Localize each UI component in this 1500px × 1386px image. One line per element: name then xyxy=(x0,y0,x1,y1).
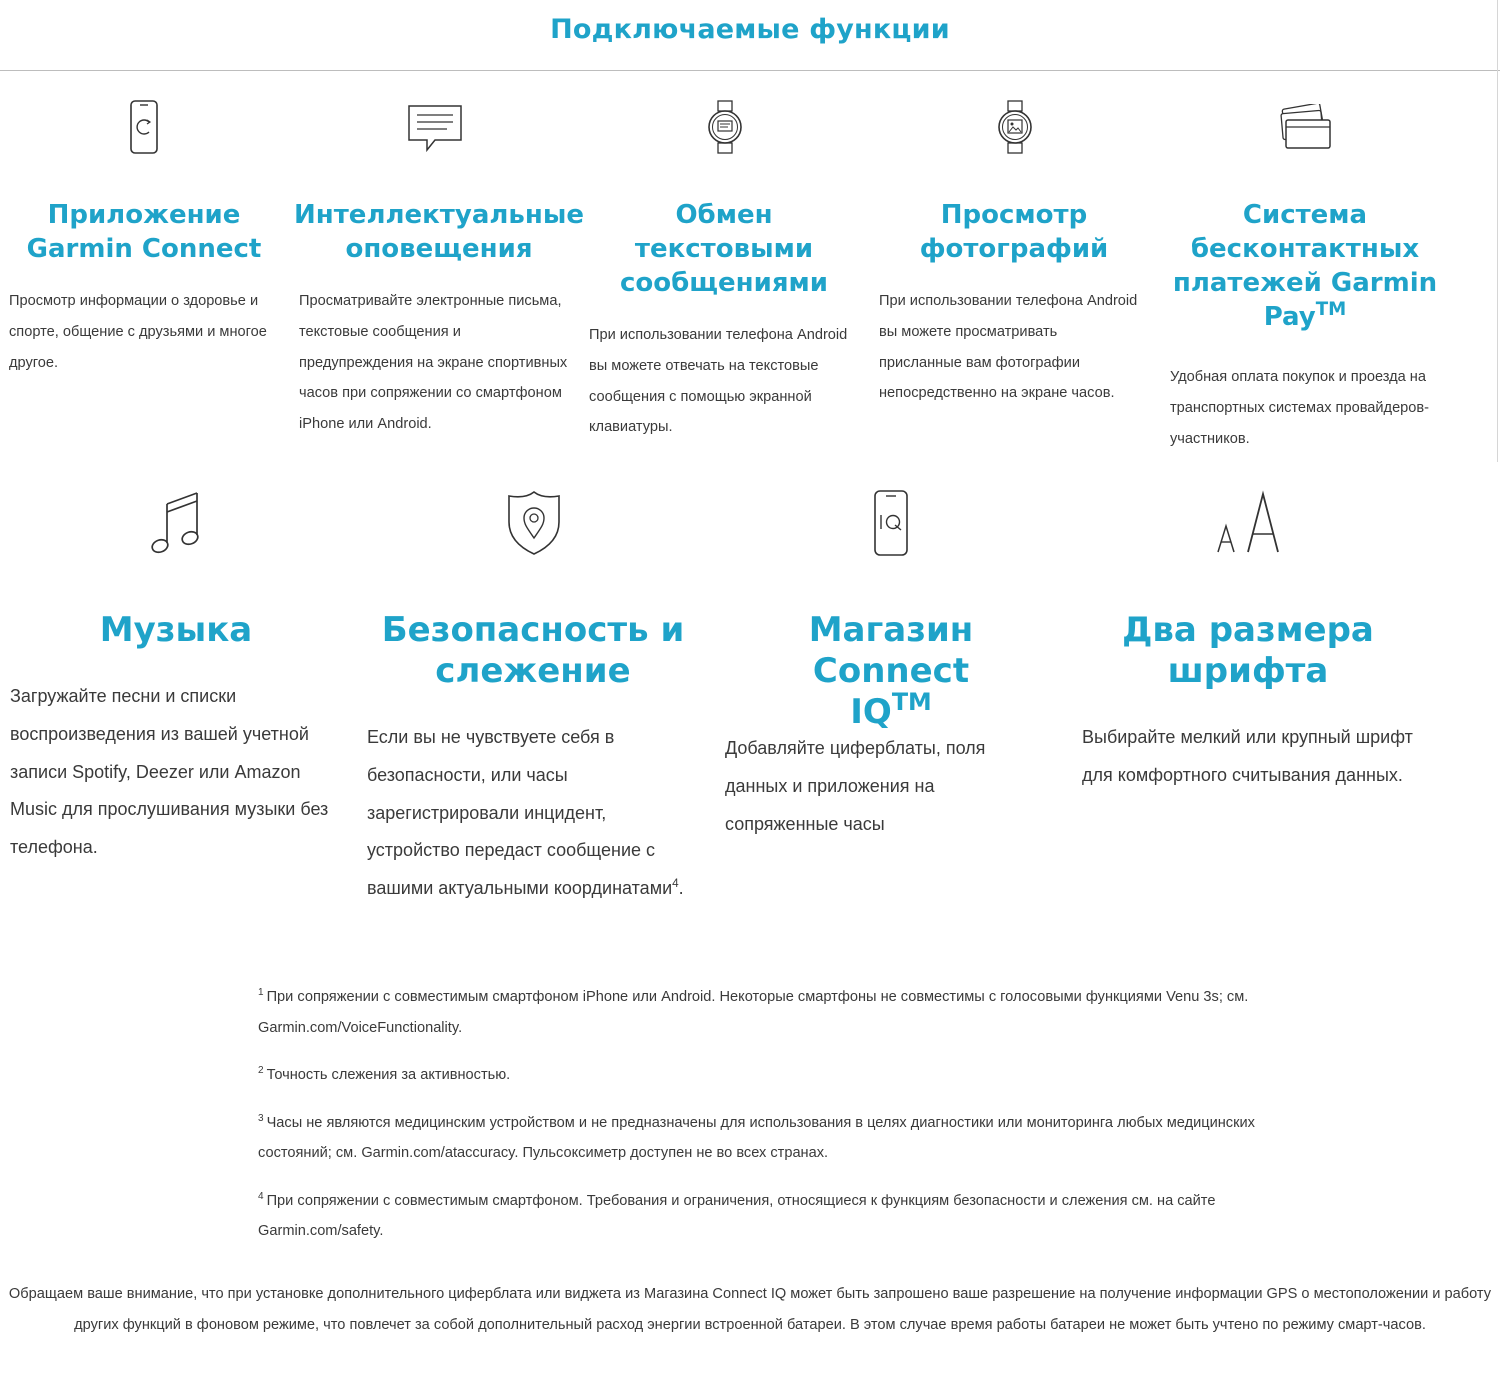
page-title: Подключаемые функции xyxy=(550,14,950,45)
feature-title-safety: Безопасность и слежение xyxy=(381,610,685,691)
footnotes xyxy=(258,982,1258,1264)
feature-title-photos: Просмотр фотографий xyxy=(919,200,1109,264)
feature-title-smart-notifications: Интеллектуальные оповещения xyxy=(294,200,584,264)
music-note-icon xyxy=(150,490,204,556)
feature-desc-font-size: Выбирайте мелкий или крупный шрифт для комфортного считывания данных. xyxy=(1082,727,1413,785)
header-divider xyxy=(0,70,1500,71)
right-edge-rule xyxy=(1497,0,1498,462)
watch-message-icon xyxy=(707,100,743,154)
feature-desc-music: Загружайте песни и списки воспроизведения из вашей учетной записи Spotify, Deezer или Amazon Music для прослушивания музыки без телефона. xyxy=(10,686,329,858)
feature-desc-photos: При использовании телефона Android вы можете просматривать присланные вам фотографии непосредственно на экране часов. xyxy=(879,293,1138,402)
feature-title-music: Музыка xyxy=(99,610,253,650)
font-size-icon xyxy=(1214,490,1284,556)
message-bubble-icon xyxy=(407,104,463,152)
footnote: $^3$ Часы не являются медицинским устройством и не предназначены для использования в целях диагностики или мониторинга любых медицинских состояний; см. Garmin.com/ataccuracy. Пульсоксиметр доступен не во всех странах. xyxy=(258,1112,1255,1161)
payment-cards-icon xyxy=(1278,104,1334,150)
footnote: $^2$ Точность слежения за активностью. xyxy=(258,1065,511,1083)
feature-desc-smart-notifications: Просматривайте электронные письма, текстовые сообщения и предупреждения на экране спортивных часов при сопряжении со смартфоном iPhone или Android. xyxy=(299,293,568,433)
feature-title-text-messages: Обмен текстовыми сообщениями xyxy=(619,200,828,298)
feature-title-garmin-pay: Система бесконтактных платежей Garmin Pay™ xyxy=(1172,200,1438,332)
feature-desc-connect-iq: Добавляйте циферблаты, поля данных и приложения на сопряженные часы xyxy=(725,738,986,834)
shield-location-icon xyxy=(505,490,563,556)
footnote: $^1$ При сопряжении с совместимым смартфоном iPhone или Android. Некоторые смартфоны не совместимы с голосовыми функциями Venu 3s; см. Garmin.com/VoiceFunctionality. xyxy=(258,987,1249,1036)
iq-phone-icon xyxy=(874,490,908,556)
smartphone-sync-icon xyxy=(130,100,158,154)
footnote: $^4$ При сопряжении с совместимым смартфоном. Требования и ограничения, относящиеся к функциям безопасности и слежения см. на сайте Garmin.com/safety. xyxy=(258,1190,1216,1239)
watch-photo-icon xyxy=(997,100,1033,154)
battery-notice: Обращаем ваше внимание, что при установке дополнительного циферблата или виджета из Магазина Connect IQ может быть запрошено ваше разрешение на получение информации GPS о местоположении и работу других функций в фоновом режиме, что повлечет за собой дополнительный расход энергии встроенной батареи. В этом случае время работы батареи не может быть учтено по режиму смарт-часов. xyxy=(8,1286,1492,1333)
feature-title-connect-iq: Магазин Connect IQ™ xyxy=(808,610,974,732)
feature-desc-garmin-pay: Удобная оплата покупок и проезда на транспортных системах провайдеров-участников. xyxy=(1170,369,1430,447)
feature-desc-text-messages: При использовании телефона Android вы можете отвечать на текстовые сообщения с помощью экранной клавиатуры. xyxy=(589,327,848,436)
feature-title-garmin-connect: Приложение Garmin Connect xyxy=(26,200,262,264)
feature-desc-safety: Если вы не чувствуете себя в безопасности, или часы зарегистрировали инцидент, устройство передаст сообщение с вашими актуальными координатами$^4$. xyxy=(367,727,684,899)
feature-desc-garmin-connect: Просмотр информации о здоровье и спорте, общение с друзьями и многое другое. xyxy=(9,293,267,371)
feature-title-font-size: Два размера шрифта xyxy=(1122,610,1374,691)
